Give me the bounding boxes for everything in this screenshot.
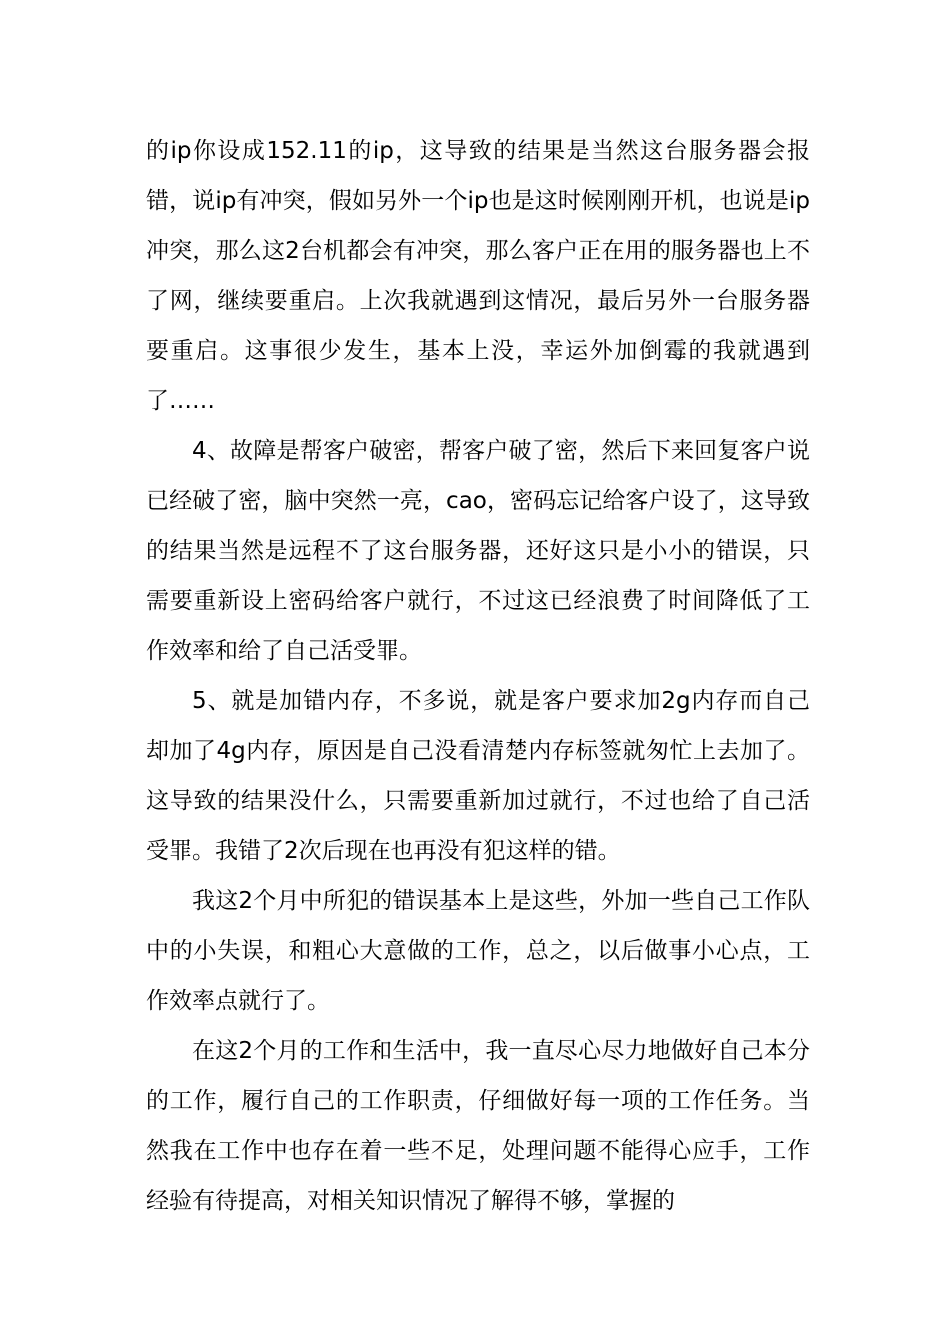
- paragraph-password-fault: 4、故障是帮客户破密，帮客户破了密，然后下来回复客户说已经破了密，脑中突然一亮，cao，密码忘记给客户设了，这导致的结果当然是远程不了这台服务器，还好这只是小小的错误，只需要重新设上密码给客户就行，不过这已经浪费了时间降低了工作效率和给了自己活受罪。: [146, 438, 810, 664]
- document-body: [146, 126, 810, 1226]
- paragraph-work-reflection: 在这2个月的工作和生活中，我一直尽心尽力地做好自己本分的工作，履行自己的工作职责，仔细做好每一项的工作任务。当然我在工作中也存在着一些不足，处理问题不能得心应手，工作经验有待提高，对相关知识情况了解得不够，掌握的: [146, 1038, 810, 1214]
- paragraph-mistakes-summary: 我这2个月中所犯的错误基本上是这些，外加一些自己工作队中的小失误，和粗心大意做的工作，总之，以后做事小心点，工作效率点就行了。: [146, 888, 810, 1014]
- paragraph-ip-conflict: 的ip你设成152.11的ip，这导致的结果是当然这台服务器会报错，说ip有冲突，假如另外一个ip也是这时候刚刚开机，也说是ip冲突，那么这2台机都会有冲突，那么客户正在用的服务器也上不了网，继续要重启。上次我就遇到这情况，最后另外一台服务器要重启。这事很少发生，基本上没，幸运外加倒霉的我就遇到了……: [146, 138, 810, 414]
- paragraph-memory-fault: 5、就是加错内存，不多说，就是客户要求加2g内存而自己却加了4g内存，原因是自己没看清楚内存标签就匆忙上去加了。这导致的结果没什么，只需要重新加过就行，不过也给了自己活受罪。我错了2次后现在也再没有犯这样的错。: [146, 688, 810, 864]
